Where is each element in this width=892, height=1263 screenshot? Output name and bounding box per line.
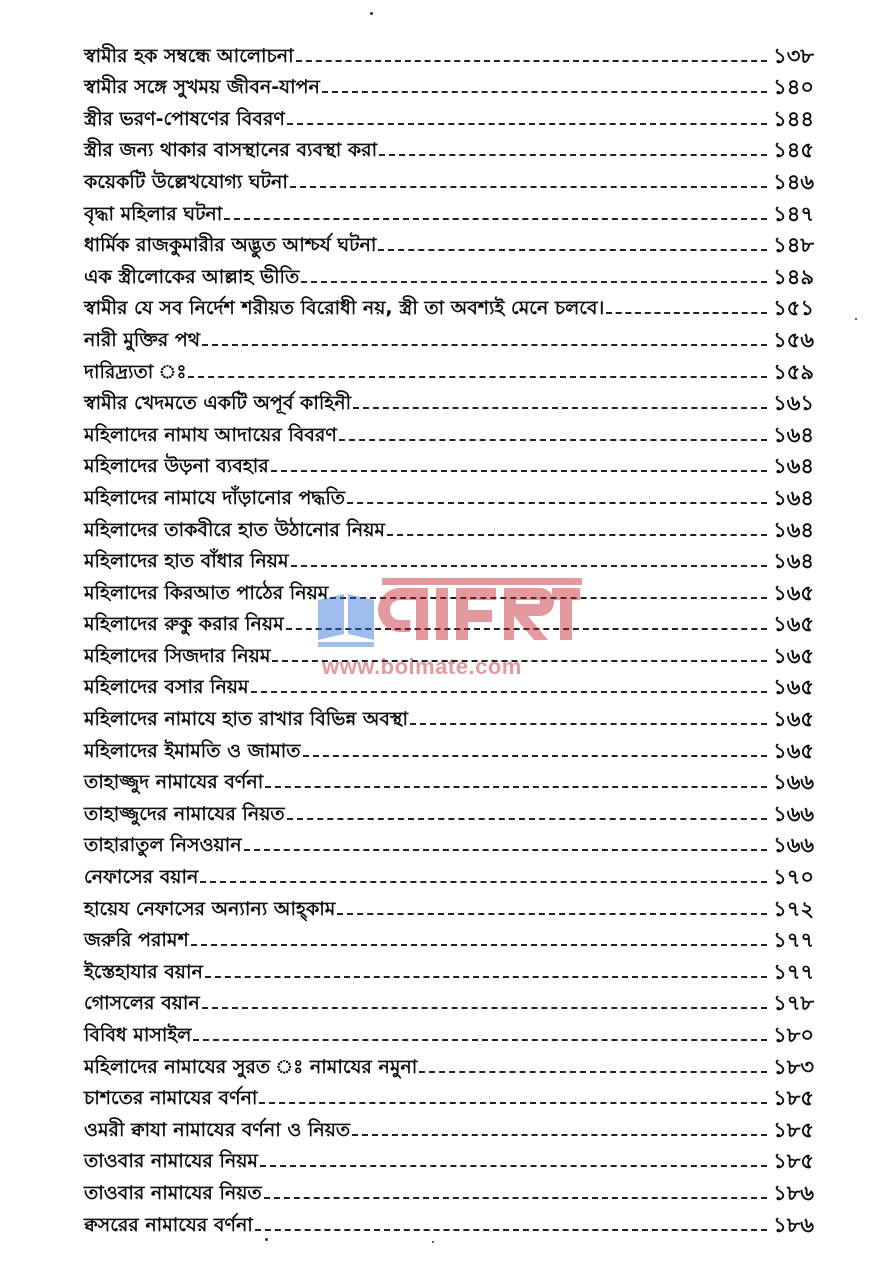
print-speck <box>432 1241 434 1243</box>
toc-entry <box>84 162 814 194</box>
toc-entry-page-number: ১৬১ <box>773 391 814 416</box>
toc-entry <box>84 99 814 131</box>
dotted-leader <box>193 1039 767 1041</box>
toc-entry-page-number: ১৬৪ <box>773 549 814 574</box>
dotted-leader <box>301 281 767 283</box>
dotted-leader <box>191 944 767 946</box>
toc-entry <box>84 1015 814 1047</box>
toc-entry-page-number: ১৬৫ <box>773 738 814 763</box>
toc-entry-page-number: ১৬৫ <box>773 643 814 668</box>
toc-entry <box>84 573 814 605</box>
toc-entry-title: চাশতের নামাযের বর্ণনা <box>84 1087 258 1110</box>
toc-entry-page-number: ১৪৮ <box>773 233 814 258</box>
dotted-leader <box>264 1197 767 1199</box>
dotted-leader <box>244 849 767 851</box>
dotted-leader <box>352 1134 767 1136</box>
toc-entry <box>84 699 814 731</box>
toc-entry-page-number: ১৭৭ <box>773 959 814 984</box>
dotted-leader <box>379 154 767 156</box>
toc-entry-page-number: ১৪০ <box>773 75 814 100</box>
toc-entry <box>84 605 814 637</box>
toc-entry <box>84 826 814 858</box>
toc-entry-title: ধার্মিক রাজকুমারীর অদ্ভুত আশ্চর্য ঘটনা <box>84 234 377 257</box>
toc-entry <box>84 889 814 921</box>
toc-entry-page-number: ১৬৫ <box>773 612 814 637</box>
toc-entry <box>84 542 814 574</box>
dotted-leader <box>347 502 767 504</box>
toc-entry-title: স্বামীর খেদমতে একটি অপূর্ব কাহিনী <box>84 392 352 415</box>
toc-entry-title: মহিলাদের নামাযের সুরত ঃ নামাযের নমুনা <box>84 1055 418 1078</box>
toc-entry-page-number: ১৮৫ <box>773 1086 814 1111</box>
toc-entry-page-number: ১৬৪ <box>773 517 814 542</box>
toc-entry <box>84 952 814 984</box>
toc-entry-title: দারিদ্র্যতা ঃ <box>84 360 187 383</box>
dotted-leader <box>259 1102 767 1104</box>
toc-entry <box>84 415 814 447</box>
watermark-url: www.boimate.com <box>322 654 522 679</box>
toc-entry <box>84 1142 814 1174</box>
toc-entry-page-number: ১৭২ <box>773 896 814 921</box>
toc-entry-title: মহিলাদের রুকু করার নিয়ম <box>84 613 284 636</box>
toc-entry-page-number: ১৮৬ <box>773 1212 814 1237</box>
toc-entry <box>84 194 814 226</box>
toc-entry-page-number: ১৮৬ <box>773 1180 814 1205</box>
toc-entry-title: মহিলাদের সিজদার নিয়ম <box>84 644 271 667</box>
toc-entry <box>84 1173 814 1205</box>
toc-entry-title: স্বামীর যে সব নির্দেশ শরীয়ত বিরোধী নয়, স্ত্রী তা অবশ্যই মেনে চলবে। <box>84 297 605 320</box>
dotted-leader <box>606 312 767 314</box>
toc-entry-title: কয়েকটি উল্লেখযোগ্য ঘটনা <box>84 170 288 193</box>
dotted-leader <box>202 1007 767 1009</box>
toc-entry-page-number: ১৫৯ <box>773 359 814 384</box>
toc-entry-title: মহিলাদের ইমামতি ও জামাত <box>84 739 301 762</box>
toc-entry-page-number: ১৪৪ <box>773 106 814 131</box>
toc-entry-title: স্বামীর হক সম্বন্ধে আলোচনা <box>84 44 294 67</box>
toc-entry-page-number: ১৮৩ <box>773 1054 814 1079</box>
toc-entry <box>84 226 814 258</box>
dotted-leader <box>378 249 767 251</box>
dotted-leader <box>287 818 767 820</box>
toc-entry-page-number: ১৮০ <box>773 1023 814 1047</box>
toc-entry-title: তাওবার নামাযের নিয়ত <box>84 1181 262 1204</box>
toc-entry <box>84 857 814 889</box>
print-speck <box>370 12 373 15</box>
toc-entry-title: ওমরী ক্বাযা নামাযের বর্ণনা ও নিয়ত <box>84 1118 351 1141</box>
dotted-leader <box>419 1071 767 1073</box>
toc-entry <box>84 320 814 352</box>
toc-entry-page-number: ১৬৫ <box>773 707 814 732</box>
toc-entry-title: মহিলাদের নামায আদায়ের বিবরণ <box>84 423 337 446</box>
toc-entry-title: বৃদ্ধা মহিলার ঘটনা <box>84 202 223 225</box>
dotted-leader <box>272 660 767 662</box>
toc-entry <box>84 636 814 668</box>
dotted-leader <box>200 881 767 883</box>
toc-entry-title: এক স্ত্রীলোকের আল্লাহ ভীতি <box>84 265 300 288</box>
table-of-contents <box>84 36 814 1237</box>
toc-entry <box>84 1079 814 1111</box>
toc-entry-page-number: ১৬৪ <box>773 485 814 510</box>
toc-entry-title: তাহাজ্জুদ নামাযের বর্ণনা <box>84 771 264 794</box>
toc-entry-title: মহিলাদের তাকবীরে হাত উঠানোর নিয়ম <box>84 518 385 541</box>
toc-entry-page-number: ১৪৬ <box>773 169 814 194</box>
toc-entry-page-number: ১৪৯ <box>773 264 814 289</box>
dotted-leader <box>303 755 768 757</box>
toc-entry <box>84 921 814 953</box>
print-speck <box>855 318 857 320</box>
toc-entry <box>84 668 814 700</box>
toc-entry <box>84 36 814 68</box>
toc-entry-page-number: ১৬৬ <box>773 833 814 858</box>
toc-entry <box>84 984 814 1016</box>
toc-entry-page-number: ১৮৫ <box>773 1149 814 1174</box>
toc-entry <box>84 731 814 763</box>
toc-entry-page-number: ১৬৪ <box>773 454 814 479</box>
toc-entry <box>84 257 814 289</box>
dotted-leader <box>339 439 767 441</box>
dotted-leader <box>330 597 767 599</box>
dotted-leader <box>353 407 767 409</box>
dotted-leader <box>205 976 767 978</box>
toc-entry-page-number: ১৬৫ <box>773 580 814 605</box>
toc-entry-title: ইস্তেহাযার বয়ান <box>84 960 203 983</box>
dotted-leader <box>286 628 767 630</box>
toc-entry <box>84 478 814 510</box>
toc-entry-page-number: ১৭০ <box>773 865 814 890</box>
dotted-leader <box>291 565 768 567</box>
toc-entry-title: স্বামীর সঙ্গে সুখময় জীবন-যাপন <box>84 76 320 99</box>
dotted-leader <box>224 218 767 220</box>
dotted-leader <box>290 186 767 188</box>
toc-entry-title: তাহারাতুল নিসওয়ান <box>84 834 242 857</box>
toc-entry <box>84 289 814 321</box>
toc-entry-page-number: ১৬৬ <box>773 801 814 826</box>
dotted-leader <box>265 786 767 788</box>
toc-entry <box>84 510 814 542</box>
toc-entry-title: মহিলাদের কিরআত পাঠের নিয়ম <box>84 581 329 604</box>
toc-entry-title: গোসলের বয়ান <box>84 992 200 1015</box>
dotted-leader <box>255 1229 767 1231</box>
toc-entry-title: স্ত্রীর জন্য থাকার বাসস্থানের ব্যবস্থা করা <box>84 139 378 162</box>
toc-entry <box>84 131 814 163</box>
toc-entry-title: মহিলাদের নামাযে দাঁড়ানোর পদ্ধতি <box>84 486 346 509</box>
dotted-leader <box>271 470 767 472</box>
dotted-leader <box>202 344 767 346</box>
toc-entry-title: হায়েয নেফাসের অন্যান্য আহ্কাম <box>84 897 336 920</box>
toc-entry-title: মহিলাদের বসার নিয়ম <box>84 676 249 699</box>
toc-entry-page-number: ১৬৪ <box>773 422 814 447</box>
toc-entry <box>84 447 814 479</box>
toc-entry-title: জরুরি পরামশ <box>84 929 189 952</box>
toc-entry-title: মহিলাদের হাত বাঁধার নিয়ম <box>84 550 289 573</box>
toc-entry-title: মহিলাদের উড়না ব্যবহার <box>84 455 269 478</box>
toc-entry <box>84 68 814 100</box>
toc-entry <box>84 352 814 384</box>
toc-entry-page-number: ১৫৬ <box>773 327 814 352</box>
toc-entry-title: বিবিধ মাসাইল <box>84 1024 192 1046</box>
toc-entry-page-number: ১৮৫ <box>773 1117 814 1142</box>
toc-entry-page-number: ১৭৭ <box>773 928 814 953</box>
toc-entry-title: নারী মুক্তির পথ <box>84 328 201 351</box>
toc-entry-page-number: ১৩৮ <box>773 43 814 68</box>
toc-entry-page-number: ১৭৮ <box>773 991 814 1016</box>
toc-entry-title: তাওবার নামাযের নিয়ম <box>84 1150 258 1173</box>
toc-entry <box>84 1205 814 1237</box>
toc-entry <box>84 384 814 416</box>
toc-entry-title: তাহাজ্জুদের নামাযের নিয়ত <box>84 802 285 825</box>
dotted-leader <box>337 913 767 915</box>
toc-entry <box>84 763 814 795</box>
dotted-leader <box>322 91 767 93</box>
toc-entry <box>84 1110 814 1142</box>
toc-entry-page-number: ১৪৭ <box>773 201 814 226</box>
toc-entry-title: নেফাসের বয়ান <box>84 866 199 889</box>
dotted-leader <box>260 1165 767 1167</box>
toc-entry-page-number: ১৪৫ <box>773 138 814 163</box>
toc-entry-page-number: ১৬৫ <box>773 675 814 700</box>
toc-entry-title: ক্বসরের নামাযের বর্ণনা <box>84 1213 253 1236</box>
dotted-leader <box>410 723 767 725</box>
toc-entry-page-number: ১৫১ <box>773 296 814 321</box>
dotted-leader <box>387 534 767 536</box>
print-speck <box>265 1238 268 1241</box>
dotted-leader <box>251 691 768 693</box>
toc-entry <box>84 1047 814 1079</box>
toc-entry-title: মহিলাদের নামাযে হাত রাখার বিভিন্ন অবস্থা <box>84 708 408 731</box>
toc-entry-page-number: ১৬৬ <box>773 770 814 795</box>
dotted-leader <box>296 60 767 62</box>
toc-entry <box>84 794 814 826</box>
dotted-leader <box>287 123 767 125</box>
toc-entry-title: স্ত্রীর ভরণ-পোষণের বিবরণ <box>84 107 285 130</box>
dotted-leader <box>188 376 767 378</box>
